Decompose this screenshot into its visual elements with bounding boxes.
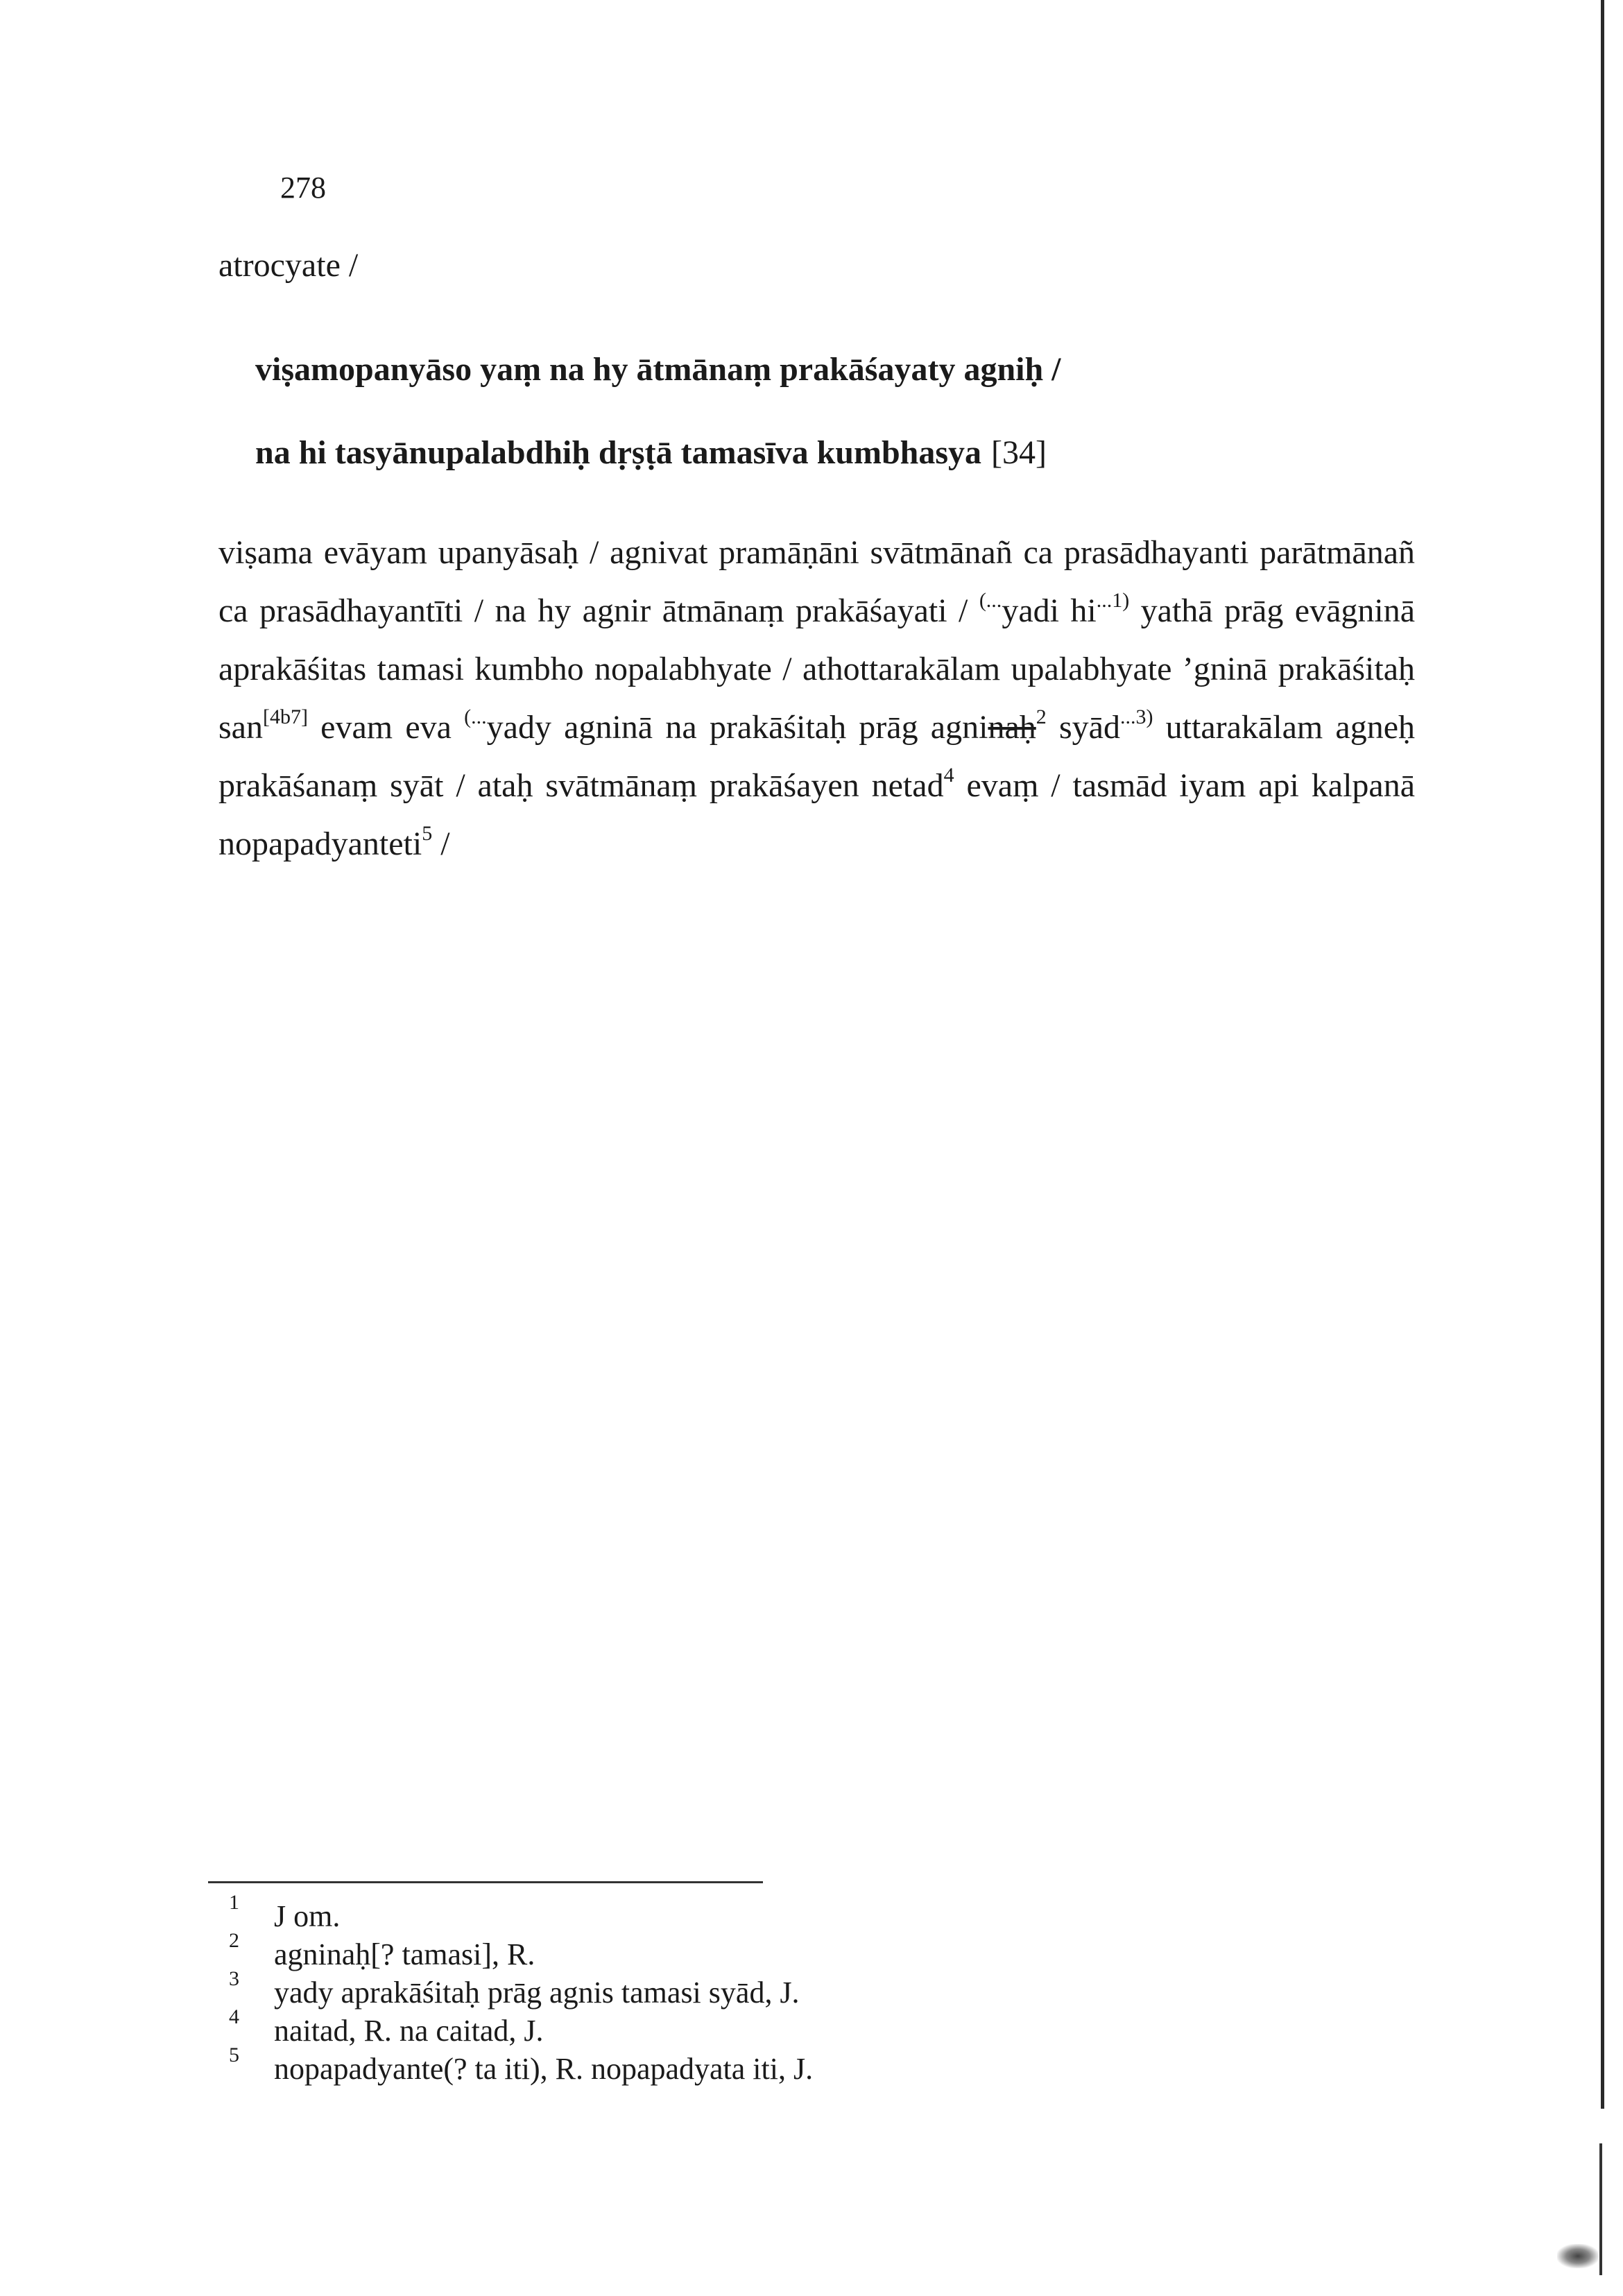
verse-line-1: viṣamopanyāso yaṃ na hy ātmānaṃ prakāśayaty agniḥ / <box>255 351 1061 388</box>
commentary-seg7: uttarakālam agneḥ prakāśanaṃ syāt / ataḥ svātmānaṃ prakāśayen netad <box>218 709 1416 804</box>
footnote-text: yady aprakāśitaḥ prāg agnis tamasi syād, J. <box>274 1976 800 2010</box>
commentary-seg8: evaṃ / tasmād iyam api kalpanā nopapadyanteti <box>218 767 1416 862</box>
commentary-seg1: viṣama evāyam upanyāsaḥ / agnivat pramāṇāni svātmānañ ca prasādhayanti parātmānañ ca prasādhayantīti / na hy agnir ātmānaṃ prakāśayati / <box>218 534 1415 629</box>
footnote-text: J om. <box>274 1899 341 1933</box>
struck-text: naḥ <box>988 709 1036 746</box>
footnote-divider <box>208 1881 763 1883</box>
folio-marker: [4b7] <box>262 705 308 728</box>
scan-edge-line <box>1601 0 1604 2109</box>
commentary-paragraph <box>218 524 1415 873</box>
footnote-number: 5 <box>229 2044 239 2066</box>
footnote-text: nopapadyante(? ta iti), R. nopapadyata iti, J. <box>274 2052 814 2086</box>
variant-close-1: ...1) <box>1096 589 1130 612</box>
page-number: 278 <box>280 171 326 205</box>
footnote-1 <box>229 1891 1408 1935</box>
commentary-seg9: / <box>432 825 450 862</box>
commentary-seg4: evam eva <box>307 709 465 746</box>
footnote-number: 2 <box>229 1929 239 1952</box>
footnote-number: 1 <box>229 1891 239 1914</box>
variant-close-3: ...3) <box>1119 705 1153 728</box>
footnote-number: 4 <box>229 2005 239 2028</box>
commentary-seg5: yady agninā na prakāśitaḥ prāg agni <box>486 709 988 746</box>
variant-open-3: (... <box>464 705 487 728</box>
commentary-seg2: yadi hi <box>1002 592 1097 629</box>
footnote-3 <box>229 1967 1408 2012</box>
footnote-ref-5: 5 <box>422 822 433 845</box>
footnote-text: naitad, R. na caitad, J. <box>274 2014 544 2048</box>
footnote-ref-2: 2 <box>1036 705 1047 728</box>
variant-open-1: (... <box>979 589 1002 612</box>
verse-line-2 <box>255 434 1047 472</box>
footnote-text: agninaḥ[? tamasi], R. <box>274 1937 535 1971</box>
footnotes <box>229 1891 1408 2088</box>
commentary-seg6: syād <box>1046 709 1120 746</box>
verse-line-2-text: na hi tasyānupalabdhiḥ dṛṣṭā tamasīva kumbhasya <box>255 434 982 471</box>
footnote-ref-4: 4 <box>943 764 954 787</box>
scan-edge-line-lower <box>1599 2143 1602 2275</box>
footnote-4 <box>229 2005 1408 2050</box>
footnote-2 <box>229 1929 1408 1973</box>
commentary-seg3: yathā prāg evāgninā aprakāśitas tamasi kumbho nopalabhyate / athottarakālam upalabhyate ’gninā prakāśitaḥ san <box>218 592 1416 746</box>
footnote-5 <box>229 2044 1408 2088</box>
footnote-number: 3 <box>229 1967 239 1990</box>
intro-line: atrocyate / <box>218 247 359 284</box>
scan-smudge <box>1557 2244 1599 2268</box>
verse-number: [34] <box>991 434 1047 471</box>
